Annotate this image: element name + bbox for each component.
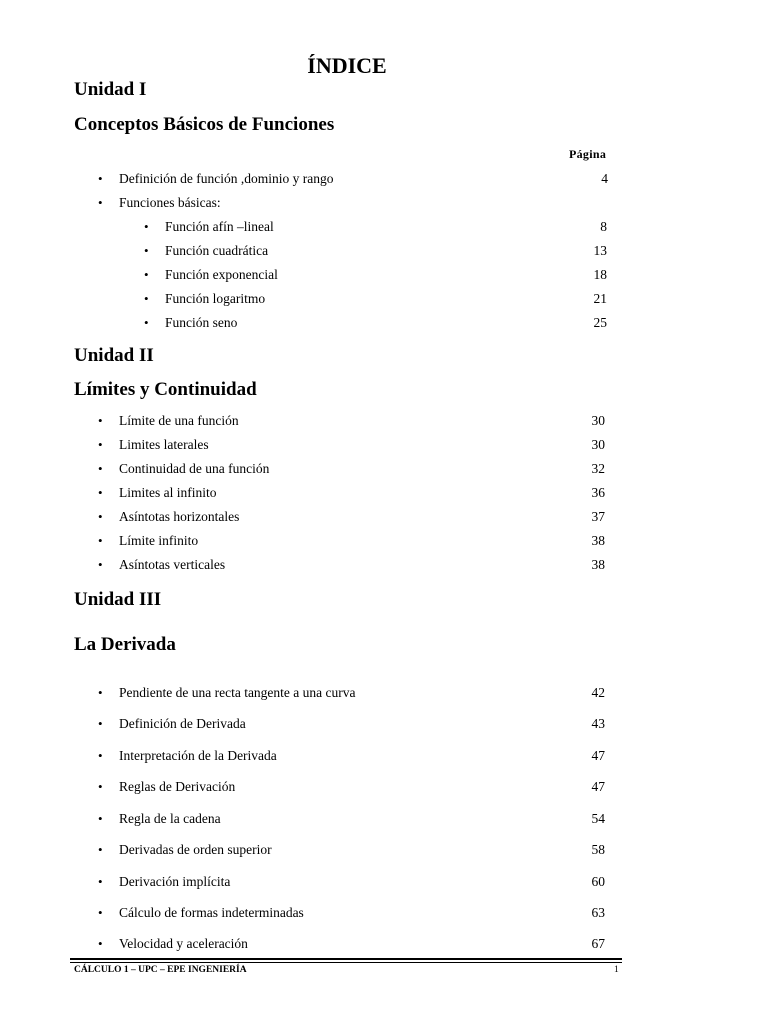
toc-item-page: 38 — [591, 557, 605, 572]
page-column-header: Página — [569, 147, 607, 161]
toc-item[interactable] — [98, 810, 605, 828]
toc-item-label: Velocidad y aceleración — [119, 936, 248, 951]
toc-item-label: Interpretación de la Derivada — [119, 748, 277, 763]
toc-item-page: 30 — [591, 437, 605, 452]
bullet-icon: • — [98, 509, 103, 524]
toc-item[interactable] — [98, 556, 605, 574]
unit-1-title: Conceptos Básicos de Funciones — [74, 114, 335, 135]
toc-item-page: 32 — [591, 461, 605, 476]
toc-item[interactable] — [98, 873, 605, 891]
bullet-icon: • — [98, 437, 103, 452]
toc-item-page: 25 — [593, 315, 607, 330]
toc-item-page: 18 — [593, 267, 607, 282]
toc-item[interactable] — [98, 778, 605, 796]
toc-item-page: 63 — [591, 905, 605, 920]
toc-item-page: 38 — [591, 533, 605, 548]
toc-item-label: Definición de función ,dominio y rango — [119, 171, 334, 186]
bullet-icon: • — [98, 842, 103, 857]
bullet-icon: • — [98, 716, 103, 731]
toc-item-label: Definición de Derivada — [119, 716, 246, 731]
toc-item-label: Regla de la cadena — [119, 811, 221, 826]
toc-item-label: Limites al infinito — [119, 485, 217, 500]
toc-item-page: 13 — [593, 243, 607, 258]
bullet-icon: • — [98, 533, 103, 548]
toc-item[interactable] — [98, 684, 605, 702]
toc-item-label: Función logaritmo — [165, 291, 266, 306]
bullet-icon: • — [144, 219, 149, 234]
bullet-icon: • — [98, 171, 103, 186]
bullet-icon: • — [144, 243, 149, 258]
toc-subitem[interactable] — [144, 266, 607, 284]
toc-item-label: Derivadas de orden superior — [119, 842, 272, 857]
toc-item-label: Límite infinito — [119, 533, 199, 548]
bullet-icon: • — [144, 315, 149, 330]
toc-item-label: Reglas de Derivación — [119, 779, 236, 794]
toc-subitem[interactable] — [144, 242, 607, 260]
unit-3-title: La Derivada — [74, 634, 176, 655]
toc-item-page: 58 — [591, 842, 605, 857]
toc-item[interactable] — [98, 904, 605, 922]
toc-item[interactable] — [98, 747, 605, 765]
page-title: ÍNDICE — [307, 53, 387, 78]
toc-item[interactable] — [98, 194, 608, 212]
toc-item-page: 54 — [591, 811, 605, 826]
footer-text: CÁLCULO 1 – UPC – EPE INGENIERÍA — [74, 965, 247, 975]
bullet-icon: • — [98, 413, 103, 428]
bullet-icon: • — [144, 267, 149, 282]
toc-item-page: 21 — [593, 291, 607, 306]
bullet-icon: • — [98, 461, 103, 476]
footer-page-number: 1 — [614, 965, 619, 975]
toc-item-page: 67 — [591, 936, 605, 951]
toc-item-label: Derivación implícita — [119, 874, 231, 889]
toc-item-label: Funciones básicas: — [119, 195, 221, 210]
toc-item-label: Cálculo de formas indeterminadas — [119, 905, 304, 920]
toc-item[interactable] — [98, 935, 605, 953]
bullet-icon: • — [98, 748, 103, 763]
toc-item-label: Continuidad de una función — [119, 461, 270, 476]
toc-item-label: Función seno — [165, 315, 238, 330]
toc-item-page: 43 — [591, 716, 605, 731]
footer-rule — [70, 962, 622, 963]
toc-item-label: Asíntotas horizontales — [119, 509, 240, 524]
unit-3-heading: Unidad III — [74, 589, 162, 610]
toc-item-page: 36 — [591, 485, 605, 500]
bullet-icon: • — [98, 905, 103, 920]
toc-item-page: 42 — [591, 685, 605, 700]
toc-subitem[interactable] — [144, 314, 607, 332]
toc-subitem[interactable] — [144, 218, 607, 236]
toc-item-page: 47 — [591, 748, 605, 763]
toc-item[interactable] — [98, 436, 605, 454]
toc-subitem[interactable] — [144, 290, 607, 308]
unit-1-heading: Unidad I — [74, 79, 147, 100]
toc-item-page: 47 — [591, 779, 605, 794]
bullet-icon: • — [98, 557, 103, 572]
toc-item-label: Límite de una función — [119, 413, 239, 428]
toc-item-label: Asíntotas verticales — [119, 557, 226, 572]
toc-item[interactable] — [98, 460, 605, 478]
bullet-icon: • — [144, 291, 149, 306]
bullet-icon: • — [98, 936, 103, 951]
footer-rule — [70, 958, 622, 960]
unit-2-heading: Unidad II — [74, 345, 154, 366]
toc-item-label: Limites laterales — [119, 437, 209, 452]
toc-item[interactable] — [98, 412, 605, 430]
toc-item-label: Función cuadrática — [165, 243, 269, 258]
toc-item[interactable] — [98, 715, 605, 733]
toc-item[interactable] — [98, 532, 605, 550]
toc-item[interactable] — [98, 170, 608, 188]
toc-item-page: 37 — [591, 509, 605, 524]
toc-item-label: Función afín –lineal — [165, 219, 274, 234]
toc-item-page: 60 — [591, 874, 605, 889]
bullet-icon: • — [98, 685, 103, 700]
bullet-icon: • — [98, 779, 103, 794]
toc-item-page: 30 — [591, 413, 605, 428]
bullet-icon: • — [98, 195, 103, 210]
toc-item-page: 4 — [601, 171, 608, 186]
bullet-icon: • — [98, 874, 103, 889]
unit-2-title: Límites y Continuidad — [74, 379, 257, 400]
toc-item[interactable] — [98, 508, 605, 526]
toc-item-label: Función exponencial — [165, 267, 278, 282]
toc-item-page: 8 — [600, 219, 607, 234]
bullet-icon: • — [98, 811, 103, 826]
toc-item-label: Pendiente de una recta tangente a una curva — [119, 685, 356, 700]
toc-item[interactable] — [98, 841, 605, 859]
toc-item[interactable] — [98, 484, 605, 502]
bullet-icon: • — [98, 485, 103, 500]
